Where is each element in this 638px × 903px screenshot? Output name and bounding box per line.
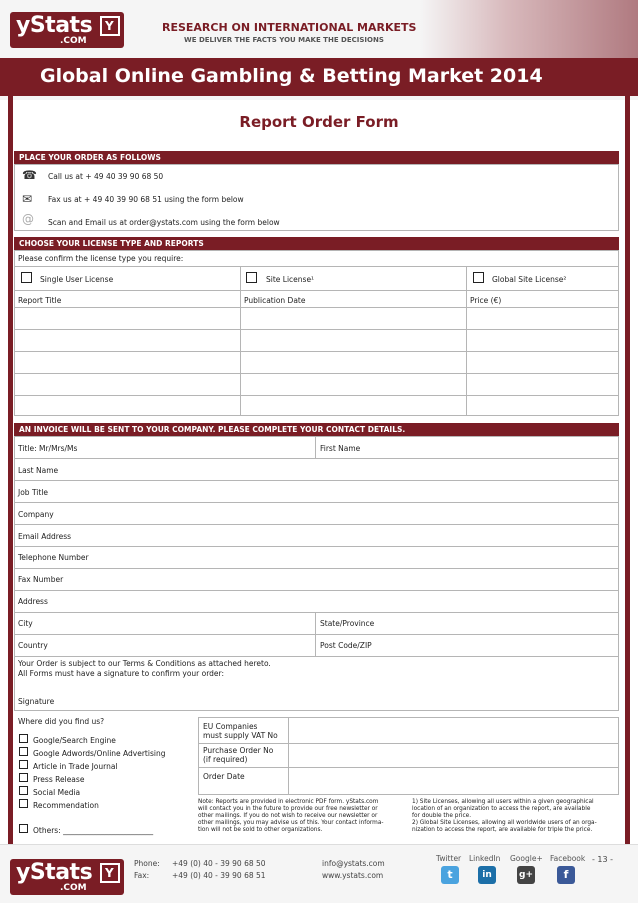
divider xyxy=(14,502,619,503)
recommendation-checkbox[interactable] xyxy=(19,799,28,808)
social-media-checkbox[interactable] xyxy=(19,786,28,795)
table-row-line xyxy=(14,351,619,352)
telephone-label: Telephone Number xyxy=(18,553,89,562)
note-right-line: 2) Global Site Licenses, allowing all worldwide users of an orga- xyxy=(412,820,597,826)
divider xyxy=(14,656,619,657)
header xyxy=(0,0,638,100)
po-label-line1: Purchase Order No xyxy=(203,746,274,755)
eu-vat-label-line2: must supply VAT No xyxy=(203,731,278,740)
footer-fax: +49 (0) 40 - 39 90 68 51 xyxy=(172,871,266,880)
order-date-label: Order Date xyxy=(203,772,245,781)
footer-fax-label: Fax: xyxy=(134,871,150,880)
signature-requirement-text: All Forms must have a signature to confirm your order: xyxy=(18,669,225,678)
divider xyxy=(14,612,619,613)
terms-text: Your Order is subject to our Terms & Conditions as attached hereto. xyxy=(18,659,271,668)
table-row-line xyxy=(14,373,619,374)
price-header: Price (€) xyxy=(470,296,502,305)
divider xyxy=(14,266,619,267)
logo-mark xyxy=(100,16,120,36)
single-user-license-checkbox[interactable] xyxy=(21,272,32,283)
note-right-line: location of an organization to access the report, are available xyxy=(412,806,591,812)
twitter-label: Twitter xyxy=(436,854,462,863)
note-left-line: tion will not be sold to other organizations. xyxy=(198,827,323,833)
divider xyxy=(198,743,619,744)
site-license-checkbox[interactable] xyxy=(246,272,257,283)
divider xyxy=(14,590,619,591)
press-release-checkbox[interactable] xyxy=(19,773,28,782)
world-map-graphic xyxy=(420,0,638,58)
postcode-label: Post Code/ZIP xyxy=(320,641,372,650)
google-search-checkbox[interactable] xyxy=(19,734,28,743)
order-details-box xyxy=(198,717,619,795)
fax-number-label: Fax Number xyxy=(18,575,64,584)
find-us-prompt: Where did you find us? xyxy=(18,717,105,726)
email-address-label: Email Address xyxy=(18,532,72,541)
facebook-label: Facebook xyxy=(550,854,586,863)
divider xyxy=(14,524,619,525)
order-section-bar: PLACE YOUR ORDER AS FOLLOWS xyxy=(14,151,619,164)
footer-phone-label: Phone: xyxy=(134,859,160,868)
note-right-line: for double the price. xyxy=(412,813,472,819)
contact-section-bar: AN INVOICE WILL BE SENT TO YOUR COMPANY. PLEASE COMPLETE YOUR CONTACT DETAILS. xyxy=(14,423,619,436)
report-title-header: Report Title xyxy=(18,296,62,305)
divider xyxy=(14,458,619,459)
page-number: - 13 - xyxy=(592,855,614,864)
note-left-line: other mailings, you may advise us of this. Your contact informa- xyxy=(198,820,384,826)
logo-mark-letter: Y xyxy=(105,19,114,33)
note-left-line: will contact you in the future to provide our free newsletter or xyxy=(198,806,378,812)
country-label: Country xyxy=(18,641,48,650)
column-divider xyxy=(240,267,241,416)
company-label: Company xyxy=(18,510,54,519)
order-phone-text: Call us at + 49 40 39 90 68 50 xyxy=(48,172,164,181)
footer-logo-mark xyxy=(100,863,120,883)
city-label: City xyxy=(18,619,33,628)
footer-logo-text: yStats xyxy=(16,860,93,885)
social-media-label: Social Media xyxy=(33,788,81,797)
order-fax-text: Fax us at + 49 40 39 90 68 51 using the form below xyxy=(48,195,244,204)
note-left-line: other mailings. If you do not wish to receive our newsletter or xyxy=(198,813,378,819)
publication-date-header: Publication Date xyxy=(244,296,306,305)
order-email-text: Scan and Email us at order@ystats.com using the form below xyxy=(48,218,280,227)
tagline-secondary: WE DELIVER THE FACTS YOU MAKE THE DECISIONS xyxy=(184,36,384,44)
license-section-bar: CHOOSE YOUR LICENSE TYPE AND REPORTS xyxy=(14,237,619,250)
global-site-license-label: Global Site License² xyxy=(492,275,567,284)
google-adwords-checkbox[interactable] xyxy=(19,747,28,756)
googleplus-icon[interactable]: g+ xyxy=(517,866,535,884)
fax-icon: ✉ xyxy=(22,192,33,206)
linkedin-label: LinkedIn xyxy=(469,854,501,863)
google-adwords-label: Google Adwords/Online Advertising xyxy=(33,749,166,758)
note-right-line: nization to access the report, are available for triple the price. xyxy=(412,827,593,833)
footer-email-link[interactable]: info@ystats.com xyxy=(322,859,385,868)
divider xyxy=(198,767,619,768)
license-prompt: Please confirm the license type you require: xyxy=(18,254,184,263)
address-label: Address xyxy=(18,597,48,606)
logo-text: yStats xyxy=(16,13,93,38)
note-right-line: 1) Site Licenses, allowing all users within a given geographical xyxy=(412,799,594,805)
footer-logo-mark-letter: Y xyxy=(105,866,114,880)
column-divider xyxy=(288,717,289,795)
recommendation-label: Recommendation xyxy=(33,801,99,810)
site-license-label: Site License¹ xyxy=(266,275,315,284)
twitter-icon[interactable]: t xyxy=(441,866,459,884)
divider xyxy=(14,568,619,569)
title-field-label: Title: Mr/Mrs/Ms xyxy=(18,444,78,453)
global-site-license-checkbox[interactable] xyxy=(473,272,484,283)
facebook-icon[interactable]: f xyxy=(557,866,575,884)
table-row-line xyxy=(14,329,619,330)
state-label: State/Province xyxy=(320,619,375,628)
google-search-label: Google/Search Engine xyxy=(33,736,116,745)
form-heading: Report Order Form xyxy=(239,113,399,131)
footer-logo xyxy=(10,859,124,895)
table-row-line xyxy=(14,395,619,396)
divider xyxy=(14,290,619,291)
footer-logo-sub: .COM xyxy=(60,883,87,893)
job-title-label: Job Title xyxy=(18,488,49,497)
footer-web-link[interactable]: www.ystats.com xyxy=(322,871,384,880)
logo-sub-text: .COM xyxy=(60,36,87,46)
googleplus-label: Google+ xyxy=(510,854,543,863)
table-row-line xyxy=(14,307,619,308)
email-icon: @ xyxy=(22,212,34,226)
trade-journal-label: Article in Trade Journal xyxy=(33,762,118,771)
eu-vat-label-line1: EU Companies xyxy=(203,722,258,731)
trade-journal-checkbox[interactable] xyxy=(19,760,28,769)
divider xyxy=(14,546,619,547)
phone-icon: ☎ xyxy=(22,168,37,182)
others-label: Others: ________________________ xyxy=(33,826,154,835)
linkedin-icon[interactable]: in xyxy=(478,866,496,884)
divider xyxy=(14,480,619,481)
press-release-label: Press Release xyxy=(33,775,85,784)
ystats-logo xyxy=(10,12,124,48)
footer xyxy=(0,844,638,903)
column-divider xyxy=(315,436,316,458)
signature-label: Signature xyxy=(18,697,55,706)
last-name-label: Last Name xyxy=(18,466,59,475)
divider xyxy=(14,634,619,635)
note-left-line: Note: Reports are provided in electronic PDF form. yStats.com xyxy=(198,799,379,805)
footer-phone: +49 (0) 40 - 39 90 68 50 xyxy=(172,859,266,868)
po-label-line2: (if required) xyxy=(203,755,248,764)
others-checkbox[interactable] xyxy=(19,824,28,833)
tagline-primary: RESEARCH ON INTERNATIONAL MARKETS xyxy=(162,21,417,34)
first-name-label: First Name xyxy=(320,444,361,453)
column-divider xyxy=(466,267,467,416)
page-title: Global Online Gambling & Betting Market 2014 xyxy=(40,65,543,87)
single-user-license-label: Single User License xyxy=(40,275,114,284)
title-bar xyxy=(0,58,638,96)
